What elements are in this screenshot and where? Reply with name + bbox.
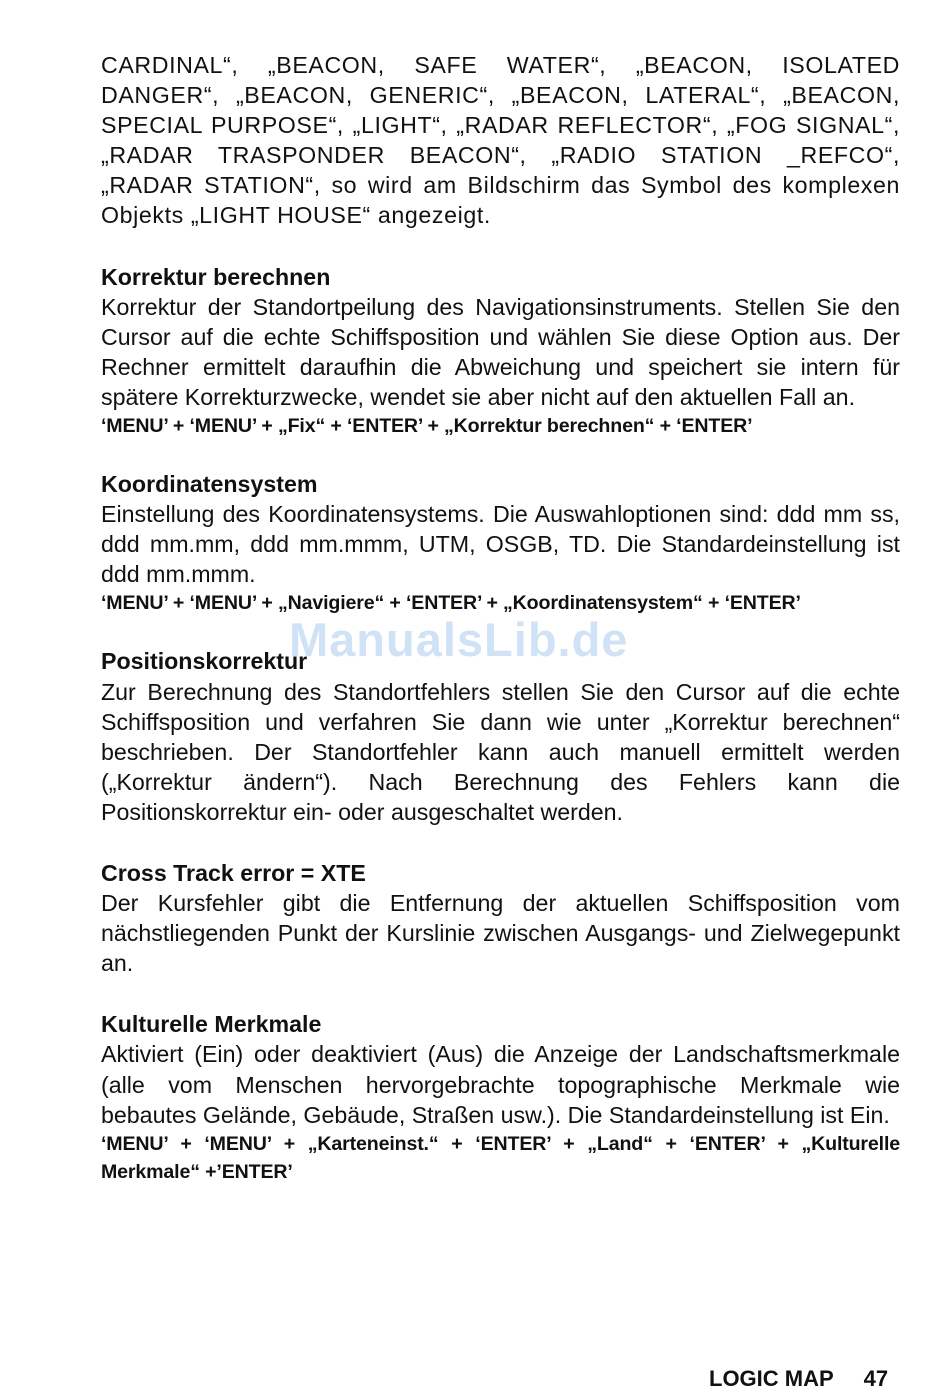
section-koordinatensystem — [101, 469, 900, 617]
section-body: Einstellung des Koordinatensystems. Die Auswahloptionen sind: ddd mm ss, ddd mm.mm, ddd mm.mmm, UTM, OSGB, TD. Die Standardeinstellung ist ddd mm.mmm. — [101, 501, 900, 588]
section-heading: Cross Track error = XTE — [101, 859, 366, 886]
menu-command-path: ‘MENU’ + ‘MENU’ + „Navigiere“ + ‘ENTER’ + „Koordinatensystem“ + ‘ENTER’ — [101, 592, 801, 615]
section-heading: Korrektur berechnen — [101, 263, 331, 290]
section-body: Korrektur der Standortpeilung des Navigationsinstruments. Stellen Sie den Cursor auf die echte Schiffsposition und wählen Sie diese Option aus. Der Rechner ermittelt daraufhin die Abweichung und speichert sie intern für spätere Korrekturzwecke, wendet sie aber nicht auf den aktuellen Fall an. — [101, 293, 900, 410]
footer-title: LOGIC MAP — [709, 1366, 834, 1391]
menu-command-path: ‘MENU’ + ‘MENU’ + „Fix“ + ‘ENTER’ + „Korrektur berechnen“ + ‘ENTER’ — [101, 415, 753, 438]
section-heading: Kulturelle Merkmale — [101, 1011, 322, 1038]
section-body: Aktiviert (Ein) oder deaktiviert (Aus) die Anzeige der Landschaftsmerkmale (alle vom Menschen hervorgebrachte topographische Merkmale wie bebautes Gelände, Gebäude, Straßen usw.). Die Standardeinstellung ist Ein. — [101, 1041, 900, 1128]
section-cross-track-error — [101, 858, 900, 978]
page-footer — [709, 1366, 904, 1392]
section-body: Der Kursfehler gibt die Entfernung der aktuellen Schiffsposition vom nächstliegenden Punkt der Kurslinie zwischen Ausgangs- und Zielwegepunkt an. — [101, 890, 900, 977]
section-body: Zur Berechnung des Standortfehlers stellen Sie den Cursor auf die echte Schiffsposition und verfahren Sie dann wie unter „Korrektur berechnen“ beschrieben. Der Standortfehler kann auch manuell ermittelt werden („Korrektur ändern“). Nach Berechnung des Fehlers kann die Positionskorrektur ein- oder ausgeschaltet werden. — [101, 678, 900, 825]
watermark: ManualsLib.de — [289, 613, 629, 666]
section-korrektur-berechnen — [101, 262, 900, 440]
document-page — [101, 50, 900, 1186]
section-positionskorrektur — [101, 646, 900, 827]
section-heading: Koordinatensystem — [101, 471, 318, 498]
section-heading: Positionskorrektur — [101, 648, 308, 675]
menu-command-path: ‘MENU’ + ‘MENU’ + „Karteneinst.“ + ‘ENTER’ + „Land“ + ‘ENTER’ + „Kulturelle Merkmale“ +’ENTER’ — [101, 1132, 900, 1183]
section-kulturelle-merkmale — [101, 1009, 900, 1185]
intro-paragraph: CARDINAL“, „BEACON, SAFE WATER“, „BEACON, ISOLATED DANGER“, „BEACON, GENERIC“, „BEACON, LATERAL“, „BEACON, SPECIAL PURPOSE“, „LIGHT“, „RADAR REFLECTOR“, „FOG SIGNAL“, „RADAR TRASPONDER BEACON“, „RADIO STATION _REFCO“, „RADAR STATION“, so wird am Bildschirm das Symbol des komplexen Objekts „LIGHT HOUSE“ angezeigt. — [101, 52, 900, 229]
page-number: 47 — [863, 1366, 889, 1391]
